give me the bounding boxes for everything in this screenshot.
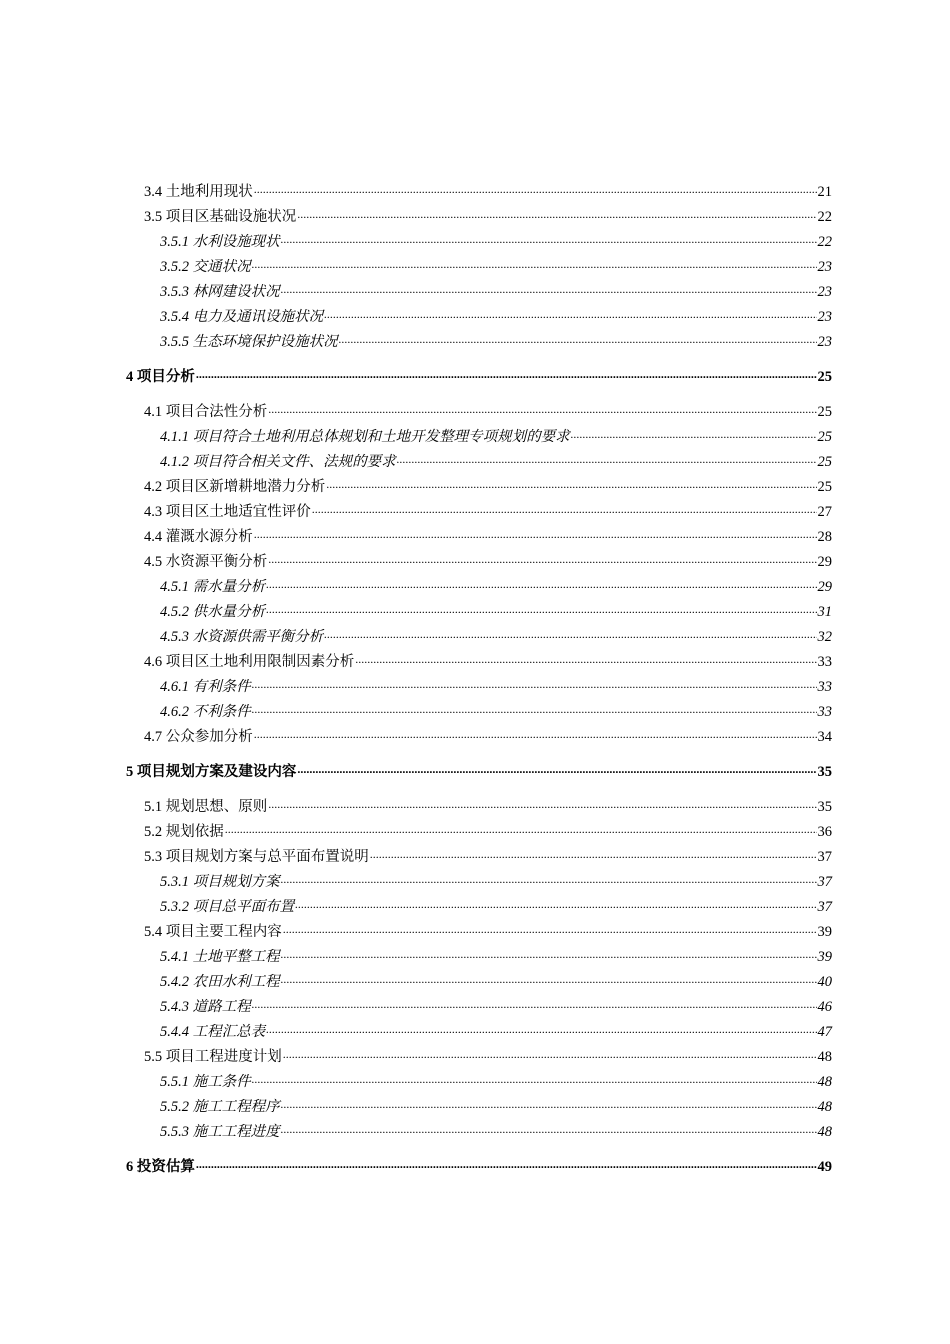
toc-entry-page-number: 39 bbox=[817, 924, 832, 940]
toc-entry-level-1[interactable] bbox=[126, 760, 832, 785]
dot-leader bbox=[295, 892, 816, 917]
dot-leader bbox=[268, 547, 816, 572]
toc-entry-title: 4.6.2 不利条件 bbox=[160, 704, 251, 720]
toc-entry-page-number: 25 bbox=[817, 429, 832, 445]
toc-entry-page-number: 29 bbox=[817, 554, 832, 570]
toc-entry-title: 4.6.1 有利条件 bbox=[160, 679, 251, 695]
toc-entry-level-2[interactable] bbox=[144, 725, 832, 750]
dot-leader bbox=[252, 697, 817, 722]
toc-entry-page-number: 21 bbox=[817, 184, 832, 200]
toc-entry-page-number: 35 bbox=[817, 764, 832, 780]
toc-entry-title: 3.5.4 电力及通讯设施状况 bbox=[160, 309, 324, 325]
toc-entry-page-number: 25 bbox=[817, 479, 832, 495]
dot-leader bbox=[252, 252, 817, 277]
toc-entry-title: 4.5.3 水资源供需平衡分析 bbox=[160, 629, 324, 645]
dot-leader bbox=[281, 1092, 817, 1117]
dot-leader bbox=[281, 1117, 817, 1142]
dot-leader bbox=[281, 867, 817, 892]
dot-leader bbox=[297, 757, 816, 782]
toc-entry-page-number: 35 bbox=[817, 799, 832, 815]
toc-entry-page-number: 48 bbox=[817, 1074, 832, 1090]
toc-entry-page-number: 39 bbox=[817, 949, 832, 965]
toc-entry-page-number: 33 bbox=[817, 704, 832, 720]
dot-leader bbox=[196, 362, 817, 387]
dot-leader bbox=[370, 842, 817, 867]
dot-leader bbox=[281, 942, 817, 967]
dot-leader bbox=[252, 992, 817, 1017]
toc-entry-page-number: 25 bbox=[817, 454, 832, 470]
toc-entry-page-number: 48 bbox=[817, 1049, 832, 1065]
toc-entry-title: 5.4.3 道路工程 bbox=[160, 999, 251, 1015]
toc-entry-title: 3.5.3 林网建设状况 bbox=[160, 284, 280, 300]
toc-entry-level-3[interactable] bbox=[160, 1120, 832, 1145]
toc-entry-title: 5.4.2 农田水利工程 bbox=[160, 974, 280, 990]
toc-entry-title: 5.4.1 土地平整工程 bbox=[160, 949, 280, 965]
toc-entry-page-number: 25 bbox=[817, 369, 832, 385]
dot-leader bbox=[283, 917, 817, 942]
toc-entry-page-number: 33 bbox=[817, 654, 832, 670]
toc-entry-page-number: 48 bbox=[817, 1124, 832, 1140]
dot-leader bbox=[254, 522, 817, 547]
dot-leader bbox=[266, 597, 816, 622]
toc-entry-title: 5.3.1 项目规划方案 bbox=[160, 874, 280, 890]
toc-entry-title: 5.1 规划思想、原则 bbox=[144, 799, 268, 815]
dot-leader bbox=[266, 1017, 816, 1042]
toc-entry-title: 4.1.2 项目符合相关文件、法规的要求 bbox=[160, 454, 396, 470]
toc-entry-title: 4.4 灌溉水源分析 bbox=[144, 529, 253, 545]
toc-entry-title: 4.1 项目合法性分析 bbox=[144, 404, 268, 420]
toc-entry-title: 4.5.2 供水量分析 bbox=[160, 604, 266, 620]
toc-entry-page-number: 34 bbox=[817, 729, 832, 745]
dot-leader bbox=[281, 277, 817, 302]
dot-leader bbox=[254, 722, 817, 747]
toc-entry-page-number: 36 bbox=[817, 824, 832, 840]
dot-leader bbox=[297, 202, 816, 227]
toc-entry-title: 5.4.4 工程汇总表 bbox=[160, 1024, 266, 1040]
table-of-contents bbox=[0, 180, 950, 1180]
toc-entry-title: 4.1.1 项目符合土地利用总体规划和土地开发整理专项规划的要求 bbox=[160, 429, 570, 445]
toc-entry-page-number: 28 bbox=[817, 529, 832, 545]
toc-entry-title: 3.5.5 生态环境保护设施状况 bbox=[160, 334, 338, 350]
toc-entry-title: 5.5.3 施工工程进度 bbox=[160, 1124, 280, 1140]
toc-entry-page-number: 23 bbox=[817, 259, 832, 275]
dot-leader bbox=[281, 227, 817, 252]
toc-entry-page-number: 23 bbox=[817, 309, 832, 325]
toc-entry-page-number: 25 bbox=[817, 404, 832, 420]
toc-entry-title: 4.2 项目区新增耕地潜力分析 bbox=[144, 479, 326, 495]
toc-entry-title: 3.5 项目区基础设施状况 bbox=[144, 209, 297, 225]
dot-leader bbox=[324, 302, 816, 327]
toc-entry-page-number: 31 bbox=[817, 604, 832, 620]
dot-leader bbox=[268, 792, 816, 817]
dot-leader bbox=[283, 1042, 817, 1067]
toc-entry-title: 4.6 项目区土地利用限制因素分析 bbox=[144, 654, 355, 670]
toc-entry-title: 3.4 土地利用现状 bbox=[144, 184, 253, 200]
toc-entry-page-number: 48 bbox=[817, 1099, 832, 1115]
dot-leader bbox=[196, 1152, 817, 1177]
dot-leader bbox=[268, 397, 816, 422]
toc-entry-title: 4 项目分析 bbox=[126, 369, 195, 385]
toc-entry-page-number: 27 bbox=[817, 504, 832, 520]
dot-leader bbox=[281, 967, 817, 992]
toc-entry-page-number: 37 bbox=[817, 899, 832, 915]
toc-entry-level-1[interactable] bbox=[126, 1155, 832, 1180]
toc-entry-level-3[interactable] bbox=[160, 330, 832, 355]
dot-leader bbox=[355, 647, 816, 672]
toc-entry-page-number: 23 bbox=[817, 334, 832, 350]
toc-entry-title: 5.2 规划依据 bbox=[144, 824, 224, 840]
dot-leader bbox=[571, 422, 817, 447]
toc-entry-title: 5.5.1 施工条件 bbox=[160, 1074, 251, 1090]
toc-entry-page-number: 40 bbox=[817, 974, 832, 990]
toc-entry-page-number: 23 bbox=[817, 284, 832, 300]
toc-entry-title: 3.5.1 水利设施现状 bbox=[160, 234, 280, 250]
toc-entry-page-number: 29 bbox=[817, 579, 832, 595]
toc-entry-page-number: 22 bbox=[817, 234, 832, 250]
toc-entry-page-number: 22 bbox=[817, 209, 832, 225]
toc-entry-page-number: 37 bbox=[817, 849, 832, 865]
dot-leader bbox=[266, 572, 816, 597]
toc-entry-title: 4.7 公众参加分析 bbox=[144, 729, 253, 745]
toc-entry-title: 5.4 项目主要工程内容 bbox=[144, 924, 282, 940]
dot-leader bbox=[397, 447, 817, 472]
toc-entry-title: 5.3.2 项目总平面布置 bbox=[160, 899, 295, 915]
toc-entry-page-number: 47 bbox=[817, 1024, 832, 1040]
dot-leader bbox=[326, 472, 816, 497]
toc-entry-title: 5.5 项目工程进度计划 bbox=[144, 1049, 282, 1065]
dot-leader bbox=[324, 622, 816, 647]
toc-entry-title: 4.5.1 需水量分析 bbox=[160, 579, 266, 595]
toc-entry-page-number: 46 bbox=[817, 999, 832, 1015]
toc-entry-title: 3.5.2 交通状况 bbox=[160, 259, 251, 275]
toc-entry-title: 5.3 项目规划方案与总平面布置说明 bbox=[144, 849, 369, 865]
toc-entry-page-number: 37 bbox=[817, 874, 832, 890]
toc-entry-page-number: 49 bbox=[817, 1159, 832, 1175]
toc-entry-page-number: 33 bbox=[817, 679, 832, 695]
dot-leader bbox=[252, 672, 817, 697]
dot-leader bbox=[225, 817, 817, 842]
toc-entry-title: 4.5 水资源平衡分析 bbox=[144, 554, 268, 570]
toc-entry-title: 4.3 项目区土地适宜性评价 bbox=[144, 504, 311, 520]
toc-entry-title: 6 投资估算 bbox=[126, 1159, 195, 1175]
dot-leader bbox=[254, 177, 817, 202]
dot-leader bbox=[339, 327, 817, 352]
toc-entry-title: 5.5.2 施工工程程序 bbox=[160, 1099, 280, 1115]
dot-leader bbox=[252, 1067, 817, 1092]
dot-leader bbox=[312, 497, 817, 522]
toc-entry-level-1[interactable] bbox=[126, 365, 832, 390]
toc-entry-title: 5 项目规划方案及建设内容 bbox=[126, 764, 297, 780]
toc-entry-page-number: 32 bbox=[817, 629, 832, 645]
